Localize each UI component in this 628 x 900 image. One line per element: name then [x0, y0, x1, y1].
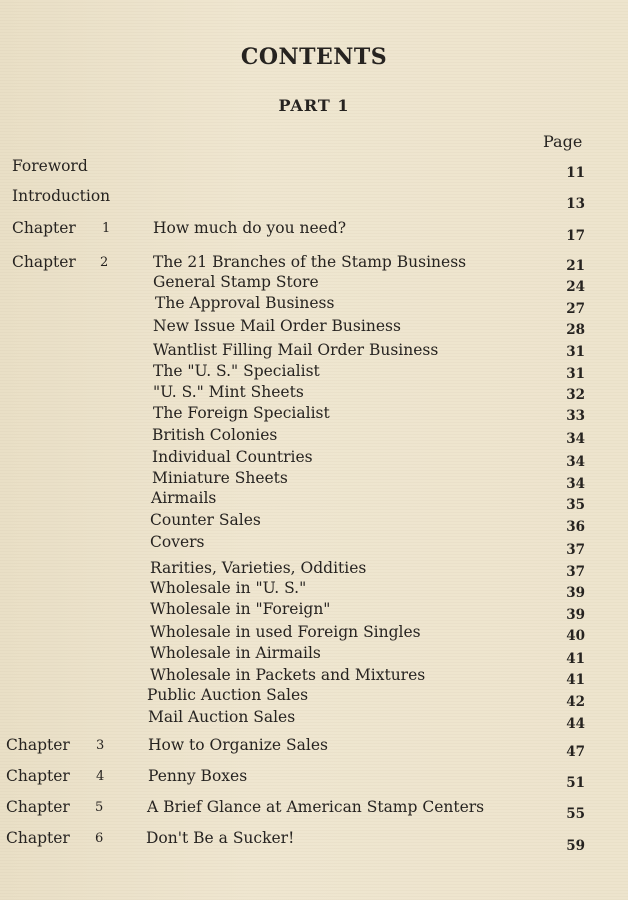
toc-entry-title: Wholesale in Airmails — [150, 644, 321, 662]
toc-entry-title: Rarities, Varieties, Oddities — [150, 559, 367, 577]
chapter-number: 2 — [100, 255, 109, 270]
chapter-number: 1 — [102, 221, 111, 236]
contents-title: CONTENTS — [240, 44, 388, 70]
toc-entry-title: British Colonies — [152, 426, 278, 444]
toc-entry-label: Chapter — [12, 219, 76, 237]
toc-entry-page-number: 41 — [566, 651, 585, 667]
toc-entry-page-number: 37 — [566, 564, 585, 580]
toc-entry-title: Penny Boxes — [148, 767, 248, 785]
toc-entry-label: Chapter — [6, 798, 70, 816]
toc-entry-title: Miniature Sheets — [152, 469, 288, 487]
toc-entry-label: Chapter — [12, 253, 76, 271]
toc-entry-title: Covers — [150, 533, 205, 551]
part-heading: PART 1 — [278, 96, 350, 115]
toc-entry-title: "U. S." Mint Sheets — [153, 383, 304, 401]
toc-entry-page-number: 32 — [566, 387, 585, 403]
toc-entry-page-number: 31 — [566, 366, 585, 382]
toc-entry-title: Airmails — [151, 489, 217, 507]
toc-entry-title: New Issue Mail Order Business — [153, 317, 401, 335]
toc-entry-page-number: 36 — [566, 519, 585, 535]
toc-entry-page-number: 59 — [566, 838, 585, 854]
toc-entry-page-number: 55 — [566, 806, 585, 822]
toc-entry-page-number: 39 — [566, 585, 585, 601]
toc-entry-page-number: 28 — [566, 322, 585, 338]
chapter-number: 6 — [95, 831, 104, 846]
toc-entry-title: Wantlist Filling Mail Order Business — [153, 341, 439, 359]
toc-entry-title: The Foreign Specialist — [153, 404, 330, 422]
toc-entry-title: How to Organize Sales — [148, 736, 328, 754]
chapter-number: 3 — [96, 738, 105, 753]
toc-entry-page-number: 24 — [566, 279, 585, 295]
toc-entry-page-number: 33 — [566, 408, 585, 424]
toc-entry-page-number: 42 — [566, 694, 585, 710]
chapter-number: 5 — [95, 800, 104, 815]
toc-entry-title: Individual Countries — [152, 448, 313, 466]
toc-entry-page-number: 37 — [566, 542, 585, 558]
toc-entry-page-number: 35 — [566, 497, 585, 513]
toc-entry-label: Chapter — [6, 829, 70, 847]
toc-entry-title: Wholesale in "Foreign" — [150, 600, 331, 618]
toc-entry-page-number: 13 — [566, 196, 585, 212]
toc-entry-page-number: 39 — [566, 607, 585, 623]
toc-entry-title: Don't Be a Sucker! — [146, 829, 295, 847]
toc-entry-page-number: 41 — [566, 672, 585, 688]
toc-entry-page-number: 21 — [566, 258, 585, 274]
toc-entry-page-number: 34 — [566, 431, 585, 447]
page-column-header: Page — [543, 132, 583, 151]
toc-entry-title: Counter Sales — [150, 511, 261, 529]
toc-entry-title: Wholesale in Packets and Mixtures — [150, 666, 426, 684]
toc-entry-page-number: 40 — [566, 628, 585, 644]
toc-entry-title: Wholesale in used Foreign Singles — [150, 623, 421, 641]
toc-entry-page-number: 34 — [566, 476, 585, 492]
toc-entry-label: Chapter — [6, 767, 70, 785]
toc-entry-page-number: 17 — [566, 228, 585, 244]
toc-entry-label: Chapter — [6, 736, 70, 754]
toc-entry-title: How much do you need? — [153, 219, 347, 237]
toc-entry-page-number: 34 — [566, 454, 585, 470]
toc-entry-page-number: 31 — [566, 344, 585, 360]
toc-entry-label: Introduction — [12, 187, 111, 205]
toc-entry-title: The 21 Branches of the Stamp Business — [153, 253, 467, 271]
toc-entry-page-number: 44 — [566, 716, 585, 732]
toc-entry-title: Wholesale in "U. S." — [150, 579, 307, 597]
toc-entry-page-number: 27 — [566, 301, 585, 317]
toc-entry-label: Foreword — [12, 157, 88, 175]
toc-entry-page-number: 47 — [566, 744, 585, 760]
toc-entry-page-number: 51 — [566, 775, 585, 791]
toc-entry-title: A Brief Glance at American Stamp Centers — [147, 798, 485, 816]
toc-entry-title: Mail Auction Sales — [148, 708, 296, 726]
toc-entry-title: General Stamp Store — [153, 273, 319, 291]
toc-entry-title: Public Auction Sales — [147, 686, 309, 704]
chapter-number: 4 — [96, 769, 105, 784]
toc-entry-title: The Approval Business — [155, 294, 335, 312]
toc-entry-title: The "U. S." Specialist — [153, 362, 320, 380]
toc-entry-page-number: 11 — [566, 165, 585, 181]
